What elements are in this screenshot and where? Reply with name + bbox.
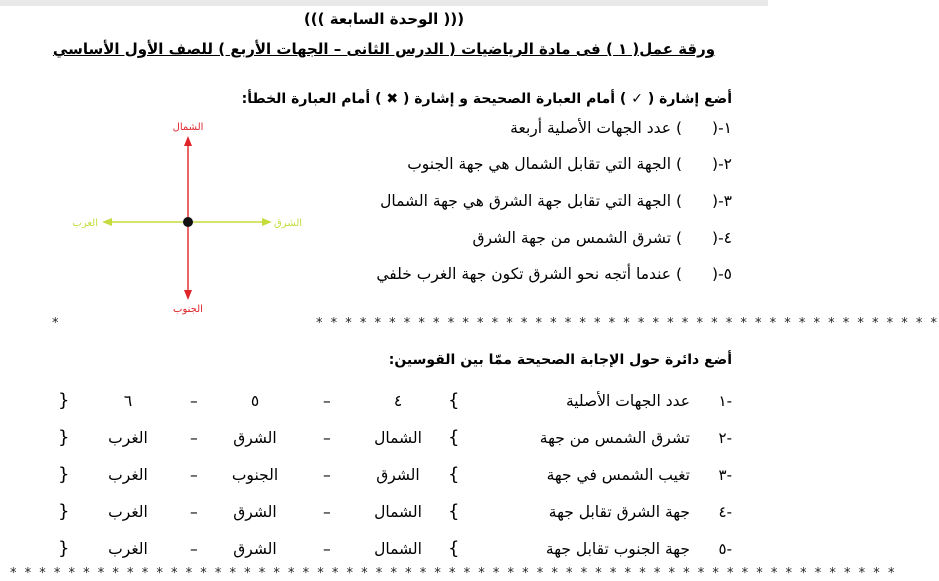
tf-item-text: ) الجهة التي تقابل جهة الشرق هي جهة الشمال [380, 192, 683, 210]
mc-option[interactable]: الشرق [376, 466, 420, 484]
tf-item-text: ) تشرق الشمس من جهة الشرق [472, 229, 683, 247]
unit-title: ((( الوحدة السابعة ))) [303, 10, 465, 28]
worksheet-title [0, 40, 768, 58]
option-separator: – [323, 429, 331, 447]
north-arrow-icon [184, 136, 192, 146]
close-brace: } [58, 464, 70, 485]
mc-item-number: ٥- [718, 540, 732, 558]
mc-option[interactable]: ٥ [250, 392, 260, 410]
option-separator: – [323, 392, 331, 410]
tf-item-number: ٣-( [712, 192, 732, 210]
tf-item-text: ) عدد الجهات الأصلية أربعة [510, 119, 683, 137]
north-label: الشمال [172, 122, 204, 133]
mc-option[interactable]: الشمال [374, 429, 422, 447]
compass-center-dot [183, 217, 193, 227]
close-brace: } [58, 390, 70, 411]
tf-item-3 [380, 192, 732, 210]
tf-item-5 [376, 265, 732, 283]
close-brace: } [58, 538, 70, 559]
tf-item-1 [510, 119, 732, 137]
mc-item-number: ١- [718, 392, 732, 410]
mc-option[interactable]: الشرق [233, 429, 277, 447]
tf-item-text: ) عندما أتجه نحو الشرق تكون جهة الغرب خلفي [376, 265, 683, 283]
open-brace: { [448, 538, 460, 559]
mc-option[interactable]: الشمال [374, 540, 422, 558]
option-separator: – [190, 466, 198, 484]
west-label: الغرب [72, 218, 98, 229]
open-brace: { [448, 501, 460, 522]
mc-item-number: ٢- [718, 429, 732, 447]
tf-item-number: ٥-( [712, 265, 732, 283]
section1-instruction: أضع إشارة ( ✓ ) أمام العبارة الصحيحة و إشارة ( ✖ ) أمام العبارة الخطأ: [241, 91, 732, 107]
open-brace: { [448, 390, 460, 411]
east-arrow-icon [262, 218, 272, 226]
option-separator: – [190, 540, 198, 558]
mc-option[interactable]: ٦ [123, 392, 133, 410]
top-border [0, 0, 768, 6]
tf-item-2 [407, 155, 732, 173]
option-separator: – [323, 540, 331, 558]
close-brace: } [58, 427, 70, 448]
mc-option[interactable]: الجنوب [231, 466, 279, 484]
worksheet-title-text: ورقة عمل( ١ ) فى مادة الرياضيات ( الدرس الثانى – الجهات الأربع ) للصف الأول الأساسي [52, 40, 716, 58]
mc-option[interactable]: الشرق [233, 540, 277, 558]
tf-item-number: ٤-( [712, 229, 732, 247]
mc-question: تغيب الشمس في جهة [546, 466, 690, 484]
tf-item-4 [472, 229, 732, 247]
bottom-stars: * * * * * * * * * * * * * * * * * * * * * * * * * * * * * * * * * * * * * * * * * * * * * * * * * * * * * * * * * * * * * [10, 566, 897, 581]
option-separator: – [190, 429, 198, 447]
mc-option[interactable]: ٤ [393, 392, 403, 410]
option-separator: – [190, 503, 198, 521]
mc-item-number: ٤- [718, 503, 732, 521]
open-brace: { [448, 427, 460, 448]
mc-question: عدد الجهات الأصلية [565, 392, 690, 410]
separator-stars: * * * * * * * * * * * * * * * * * * * * * * * * * * * * * * * * * * * * * * * * * * * [316, 316, 939, 331]
south-label: الجنوب [173, 304, 203, 315]
tf-item-number: ٢-( [712, 155, 732, 173]
south-arrow-icon [184, 290, 192, 300]
compass-diagram [70, 110, 310, 320]
mc-option[interactable]: الغرب [108, 429, 148, 447]
separator-single-star: * [52, 316, 61, 331]
section2-instruction: أضع دائرة حول الإجابة الصحيحة ممّا بين القوسين: [388, 352, 732, 368]
mc-question: تشرق الشمس من جهة [539, 429, 690, 447]
mc-question: جهة الجنوب تقابل جهة [545, 540, 690, 558]
east-label: الشرق [274, 218, 303, 229]
tf-item-text: ) الجهة التي تقابل الشمال هي جهة الجنوب [407, 155, 683, 173]
mc-option[interactable]: الغرب [108, 503, 148, 521]
mc-question: جهة الشرق تقابل جهة [548, 503, 690, 521]
mc-option[interactable]: الغرب [108, 540, 148, 558]
mc-item-number: ٣- [718, 466, 732, 484]
option-separator: – [323, 503, 331, 521]
tf-item-number: ١-( [712, 119, 732, 137]
mc-option[interactable]: الغرب [108, 466, 148, 484]
option-separator: – [323, 466, 331, 484]
close-brace: } [58, 501, 70, 522]
mc-option[interactable]: الشمال [374, 503, 422, 521]
mc-option[interactable]: الشرق [233, 503, 277, 521]
open-brace: { [448, 464, 460, 485]
west-arrow-icon [102, 218, 112, 226]
option-separator: – [190, 392, 198, 410]
